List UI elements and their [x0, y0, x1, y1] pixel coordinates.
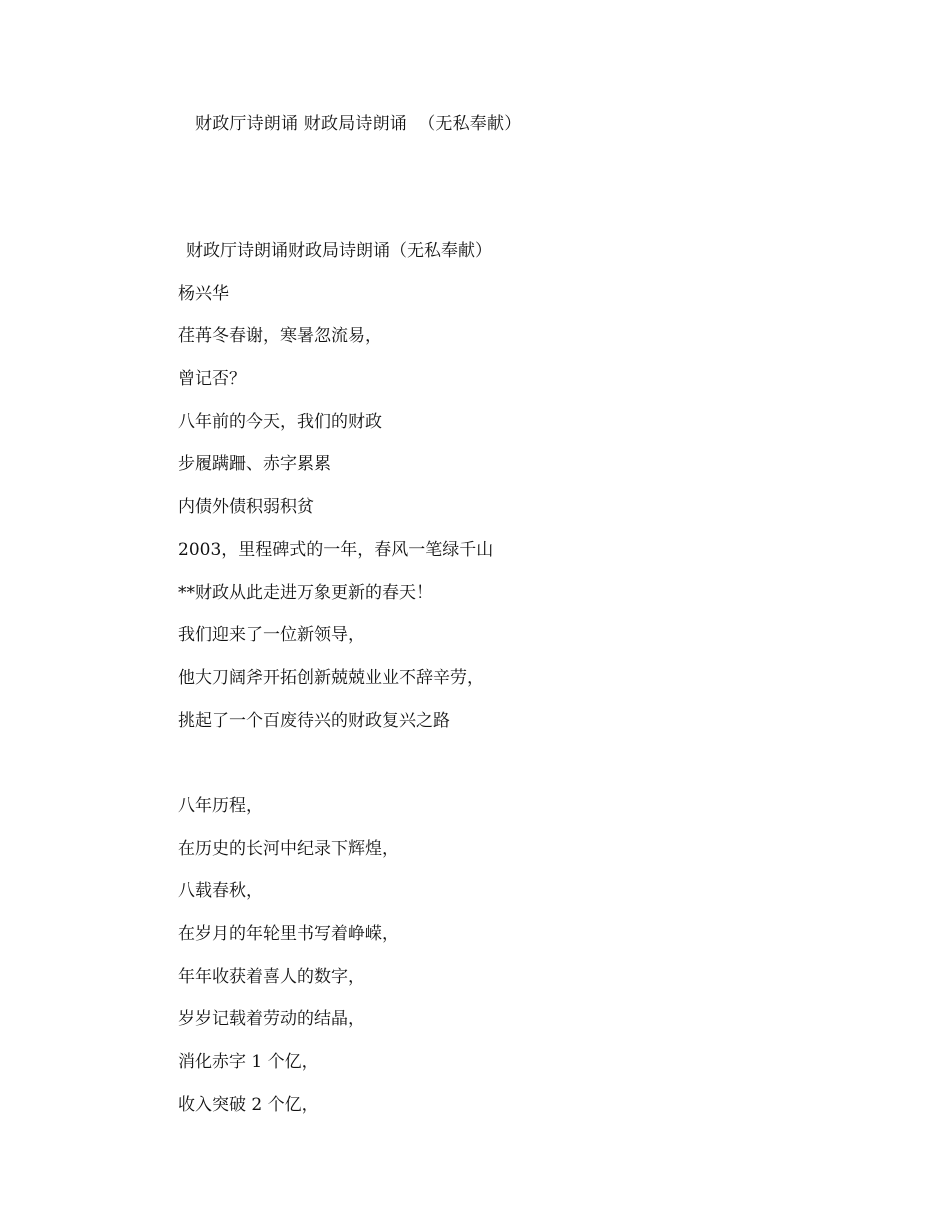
- poem-line: 我们迎来了一位新领导，: [178, 625, 365, 646]
- poem-line: 八载春秋，: [178, 881, 263, 902]
- poem-body: [178, 240, 778, 1116]
- poem-line: 在历史的长河中纪录下辉煌，: [178, 838, 399, 859]
- poem-line: 他大刀阔斧开拓创新兢兢业业不辞辛劳，: [178, 667, 484, 688]
- poem-title: 财政厅诗朗诵财政局诗朗诵（无私奉献）: [186, 241, 492, 261]
- poem-line: **财政从此走进万象更新的春天！: [178, 582, 433, 603]
- poem-line: 曾记否？: [178, 369, 246, 390]
- poem-line: 年年收获着喜人的数字，: [178, 966, 365, 987]
- poem-line: 步履蹒跚、赤字累累: [178, 454, 331, 475]
- poem-author: 杨兴华: [178, 283, 229, 304]
- poem-line: 2003，里程碑式的一年，春风一笔绿千山: [178, 539, 494, 560]
- poem-line: 八年前的今天，我们的财政: [178, 411, 382, 432]
- poem-line: 荏苒冬春谢，寒暑忽流易，: [178, 326, 382, 347]
- poem-line: 挑起了一个百废待兴的财政复兴之路: [178, 710, 450, 731]
- poem-line: 八年历程，: [178, 795, 263, 816]
- poem-line: 收入突破 2 个亿，: [178, 1094, 319, 1115]
- document-header-title: 财政厅诗朗诵 财政局诗朗诵 （无私奉献）: [195, 114, 522, 134]
- stanza-gap: [178, 732, 778, 775]
- poem-line: 岁岁记载着劳动的结晶，: [178, 1009, 365, 1030]
- poem-line: 内债外债积弱积贫: [178, 497, 314, 518]
- poem-line: 消化赤字 1 个亿，: [178, 1052, 319, 1073]
- poem-line: 在岁月的年轮里书写着峥嵘，: [178, 924, 399, 944]
